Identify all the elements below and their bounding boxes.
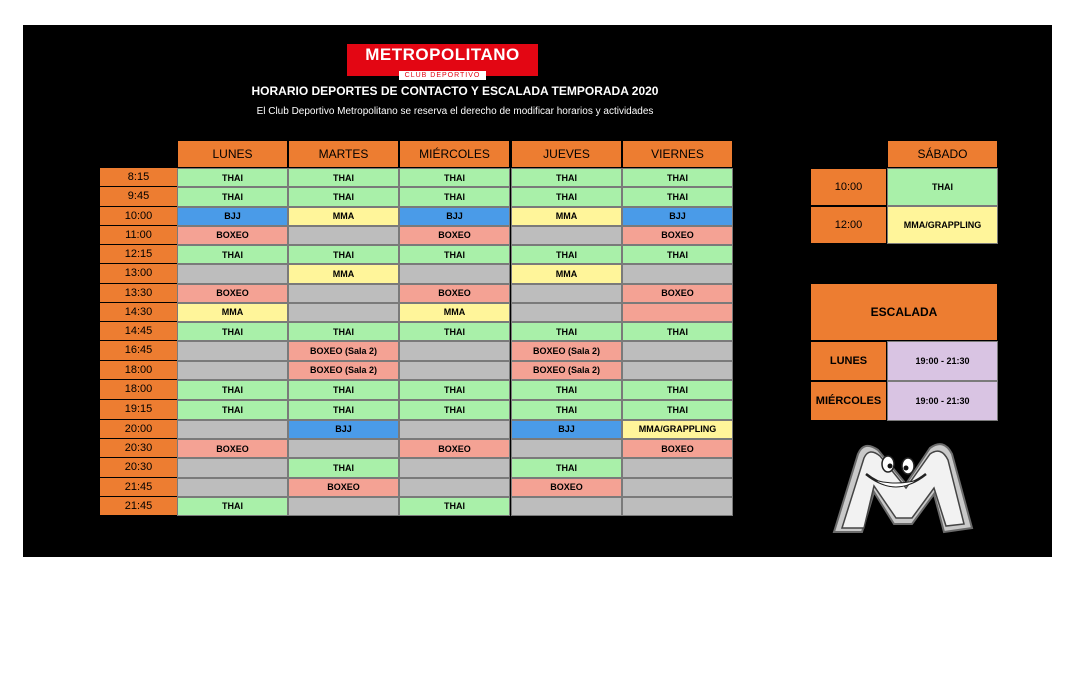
class-cell [622,303,733,322]
class-cell: THAI [511,380,622,400]
time-cell: 20:30 [100,458,177,477]
time-cell: 13:00 [100,264,177,283]
class-cell: BOXEO [177,284,288,303]
class-cell [288,303,399,322]
class-cell [622,478,733,497]
class-cell: THAI [511,187,622,206]
class-cell [399,478,510,497]
class-cell [511,226,622,245]
class-cell: THAI [177,187,288,206]
class-cell: THAI [288,458,399,477]
schedule-disclaimer: El Club Deportivo Metropolitano se reserva el derecho de modificar horarios y actividades [256,106,654,117]
class-cell: BOXEO [399,284,510,303]
time-cell: 8:15 [100,168,177,187]
class-cell: THAI [511,458,622,477]
class-cell: BOXEO (Sala 2) [288,361,399,380]
class-cell: THAI [622,187,733,206]
class-cell [399,264,510,283]
class-cell: MMA [288,207,399,226]
class-cell: THAI [622,322,733,341]
class-cell: MMA [399,303,510,322]
class-cell: THAI [177,168,288,187]
club-logo [347,44,538,79]
class-cell: BJJ [399,207,510,226]
class-cell: THAI [511,245,622,264]
class-cell: THAI [288,168,399,187]
class-cell [288,439,399,458]
class-cell [622,361,733,380]
class-cell [288,497,399,516]
class-cell: THAI [177,400,288,420]
class-cell: THAI [399,497,510,516]
class-cell: THAI [622,400,733,420]
time-cell: 14:30 [100,303,177,322]
class-cell [399,420,510,439]
class-cell: THAI [288,380,399,400]
class-cell: BOXEO [622,284,733,303]
class-cell [288,284,399,303]
class-cell: BOXEO (Sala 2) [511,361,622,380]
class-cell: BJJ [511,420,622,439]
class-cell: THAI [288,322,399,341]
class-cell: BJJ [177,207,288,226]
class-cell [622,458,733,477]
time-cell: 20:30 [100,439,177,458]
class-cell: THAI [622,380,733,400]
class-cell: THAI [622,168,733,187]
class-cell: THAI [177,322,288,341]
time-cell: 21:45 [100,478,177,497]
logo-brand: METROPOLITANO [365,45,520,64]
time-cell: 10:00 [100,207,177,226]
class-cell: THAI [399,400,510,420]
saturday-class-cell: THAI [887,168,998,206]
class-cell: MMA [511,264,622,283]
class-cell [177,361,288,380]
class-cell: THAI [177,380,288,400]
class-cell: BOXEO [177,226,288,245]
class-cell [622,497,733,516]
class-cell: THAI [622,245,733,264]
class-cell: BOXEO [399,226,510,245]
class-cell [511,439,622,458]
time-cell: 20:00 [100,420,177,439]
class-cell [399,361,510,380]
class-cell: BOXEO [177,439,288,458]
day-header: LUNES [177,140,288,168]
time-cell: 16:45 [100,341,177,360]
saturday-header: SÁBADO [887,140,998,168]
class-cell: THAI [511,400,622,420]
time-cell: 13:30 [100,284,177,303]
class-cell: THAI [288,400,399,420]
schedule-title: HORARIO DEPORTES DE CONTACTO Y ESCALADA TEMPORADA 2020 [251,84,659,98]
class-cell: BOXEO [511,478,622,497]
class-cell [288,226,399,245]
class-cell [622,341,733,360]
class-cell [177,478,288,497]
class-cell [511,303,622,322]
mascot-image [822,432,982,542]
climbing-hours-cell: 19:00 - 21:30 [887,381,998,421]
time-cell: 12:15 [100,245,177,264]
time-cell: 14:45 [100,322,177,341]
time-cell: 19:15 [100,400,177,420]
time-cell: 9:45 [100,187,177,206]
class-cell [177,341,288,360]
day-header: MIÉRCOLES [399,140,510,168]
class-cell: BOXEO [622,226,733,245]
class-cell: BOXEO (Sala 2) [511,341,622,360]
class-cell [399,458,510,477]
day-header: JUEVES [511,140,622,168]
day-header: MARTES [288,140,399,168]
climbing-hours-cell: 19:00 - 21:30 [887,341,998,381]
class-cell [177,420,288,439]
class-cell: BJJ [622,207,733,226]
time-cell: 11:00 [100,226,177,245]
class-cell: THAI [399,322,510,341]
logo-subtitle: CLUB DEPORTIVO [399,71,487,80]
saturday-time-cell: 12:00 [810,206,887,244]
class-cell: MMA [288,264,399,283]
class-cell: BOXEO (Sala 2) [288,341,399,360]
time-cell: 18:00 [100,380,177,400]
class-cell: THAI [288,187,399,206]
climbing-day-cell: MIÉRCOLES [810,381,887,421]
time-cell: 18:00 [100,361,177,380]
day-header: VIERNES [622,140,733,168]
climbing-header: ESCALADA [810,283,998,341]
class-cell: BOXEO [288,478,399,497]
class-cell: THAI [399,380,510,400]
class-cell [177,458,288,477]
class-cell [511,497,622,516]
saturday-time-cell: 10:00 [810,168,887,206]
class-cell [622,264,733,283]
climbing-day-cell: LUNES [810,341,887,381]
class-cell: MMA [511,207,622,226]
class-cell: BOXEO [622,439,733,458]
class-cell [399,341,510,360]
class-cell: THAI [511,322,622,341]
class-cell: BOXEO [399,439,510,458]
class-cell: THAI [288,245,399,264]
class-cell: THAI [399,168,510,187]
class-cell: BJJ [288,420,399,439]
time-cell: 21:45 [100,497,177,516]
class-cell: THAI [177,497,288,516]
saturday-class-cell: MMA/GRAPPLING [887,206,998,244]
class-cell [177,264,288,283]
class-cell: THAI [399,187,510,206]
class-cell: MMA [177,303,288,322]
class-cell: THAI [399,245,510,264]
class-cell [511,284,622,303]
class-cell: THAI [511,168,622,187]
class-cell: THAI [177,245,288,264]
class-cell: MMA/GRAPPLING [622,420,733,439]
